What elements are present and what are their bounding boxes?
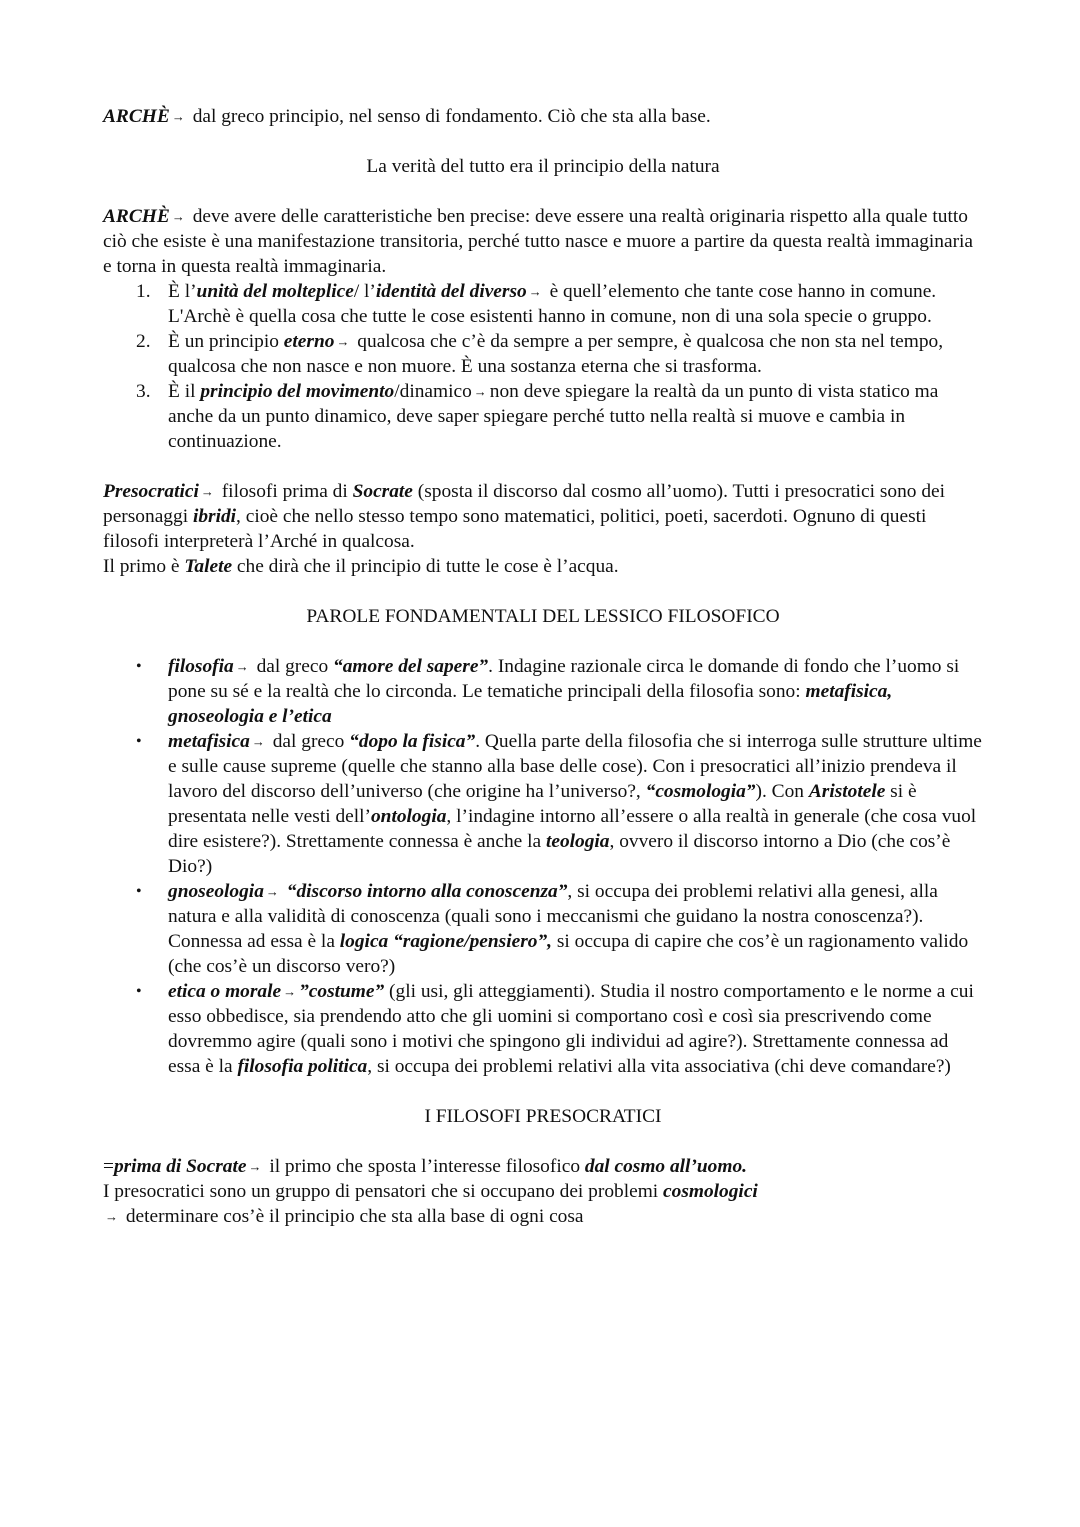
- term-presocratici: Presocratici: [103, 481, 199, 502]
- arrow-icon: →: [200, 484, 214, 499]
- section-heading: PAROLE FONDAMENTALI DEL LESSICO FILOSOFICO: [306, 606, 780, 627]
- bullet-icon: •: [136, 658, 142, 675]
- text: non deve spiegare la realtà da un punto di vista statico ma anche da un punto dinamico, deve saper spiegare perché tutto nella realtà si muove e cambia in continuazione.: [168, 381, 939, 452]
- cosmologici-line: [103, 1179, 983, 1204]
- text: /dinamico: [394, 381, 472, 402]
- list-item: [103, 379, 983, 454]
- text: determinare cos’è il principio che sta alla base di ogni cosa: [125, 1206, 584, 1227]
- text: / l’: [353, 281, 376, 302]
- list-item: [103, 654, 983, 729]
- emphasis: unità del molteplice: [196, 281, 354, 302]
- talete-line: [103, 554, 983, 579]
- emphasis: metafisica, gnoseologia e l’etica: [168, 681, 893, 727]
- emphasis: ”costume”: [299, 981, 385, 1002]
- bullet-icon: •: [136, 983, 142, 1000]
- text: È l’: [168, 281, 197, 302]
- arrow-icon: →: [251, 734, 265, 749]
- text: . Indagine razionale circa le domande di fondo che l’uomo si pone su sé e la realtà che lo circonda. Le tematiche principali della filosofia sono:: [168, 656, 960, 702]
- text: dal greco: [272, 731, 350, 752]
- characteristics-text: deve avere delle caratteristiche ben precise: deve essere una realtà originaria rispetto alla quale tutto ciò che esiste è una manifestazione transitoria, perché tutto nasce e muore a partire da questa realtà immaginaria e torna in questa realtà immaginaria.: [103, 206, 974, 277]
- emphasis: dal cosmo all’uomo.: [584, 1156, 748, 1177]
- emphasis: identità del diverso: [375, 281, 527, 302]
- list-number: 1.: [136, 281, 151, 302]
- text: , cioè che nello stesso tempo sono matematici, politici, poeti, sacerdoti. Ognuno di questi filosofi interpreterà l’Arché in qualcosa.: [103, 506, 927, 552]
- term: gnoseologia: [168, 881, 264, 902]
- list-number: 2.: [136, 331, 151, 352]
- arrow-icon: →: [235, 659, 249, 674]
- term: metafisica: [168, 731, 250, 752]
- prima-di-socrate-line: [103, 1154, 983, 1179]
- text: (gli usi, gli atteggiamenti). Studia il nostro comportamento e le norme a cui esso obbedisce, sia prendendo atto che gli uomini si comportano così e così sia prescrivendo come dovremmo agire (quali sono i motivi che spingono gli individui ad agire?). Strettamente connessa ad essa è la: [168, 981, 974, 1077]
- emphasis: Talete: [184, 556, 233, 577]
- arrow-icon: →: [283, 984, 297, 999]
- text: il primo che sposta l’interesse filosofico: [269, 1156, 585, 1177]
- text: è quell’elemento che tante cose hanno in comune. L'Archè è quella cosa che tutte le cose esistenti hanno in comune, non di una sola specie o gruppo.: [168, 281, 937, 327]
- list-item: [103, 329, 983, 379]
- text: ). Con: [755, 781, 809, 802]
- bullet-icon: •: [136, 733, 142, 750]
- presocratici-paragraph: [103, 479, 983, 554]
- text: qualcosa che c’è da sempre a per sempre, è qualcosa che non sta nel tempo, qualcosa che non nasce e non muore. È una sostanza eterna che si trasforma.: [168, 331, 944, 377]
- term-arche: ARCHÈ: [103, 206, 170, 227]
- text: dal greco: [256, 656, 334, 677]
- emphasis: “discorso intorno alla conoscenza”: [286, 881, 568, 902]
- emphasis: filosofia politica: [237, 1056, 368, 1077]
- term: prima di Socrate: [113, 1156, 247, 1177]
- list-item: [103, 729, 983, 879]
- arrow-icon: →: [336, 334, 350, 349]
- text: Il primo è: [103, 556, 185, 577]
- list-item: [103, 279, 983, 329]
- arrow-icon: →: [473, 384, 487, 399]
- emphasis: Aristotele: [808, 781, 886, 802]
- text: , ovvero il discorso intorno a Dio (che cos’è Dio?): [168, 831, 951, 877]
- emphasis: ibridi: [192, 506, 237, 527]
- arrow-icon: →: [265, 884, 279, 899]
- term: filosofia: [168, 656, 234, 677]
- emphasis: teologia: [545, 831, 610, 852]
- list-item: [103, 979, 983, 1079]
- text: I presocratici sono un gruppo di pensatori che si occupano dei problemi: [103, 1181, 664, 1202]
- arrow-icon: →: [248, 1159, 262, 1174]
- emphasis: “cosmologia”: [645, 781, 756, 802]
- emphasis: logica “ragione/pensiero”,: [339, 931, 552, 952]
- arrow-icon: →: [105, 1209, 118, 1224]
- list-item: [103, 879, 983, 979]
- lexicon-list: [103, 654, 983, 1079]
- term-arche: ARCHÈ: [103, 106, 170, 127]
- text: , l’indagine intorno all’essere o alla realtà in generale (che cosa vuol dire esistere?). Strettamente connessa è anche la: [168, 806, 977, 852]
- section-heading: I FILOSOFI PRESOCRATICI: [424, 1106, 662, 1127]
- bullet-icon: •: [136, 883, 142, 900]
- emphasis: cosmologici: [663, 1181, 758, 1202]
- text: =: [103, 1156, 114, 1177]
- arrow-icon: →: [528, 284, 542, 299]
- arrow-icon: →: [171, 109, 185, 124]
- text: , si occupa dei problemi relativi alla vita associativa (chi deve comandare?): [367, 1056, 951, 1077]
- text: , si occupa dei problemi relativi alla genesi, alla natura e alla validità di conoscenza (quali sono i meccanismi che guidano la nostra conoscenza?). Connessa ad essa è la: [168, 881, 938, 952]
- emphasis: eterno: [283, 331, 335, 352]
- arrow-icon: →: [171, 209, 185, 224]
- determinare-line: [103, 1204, 983, 1229]
- list-number: 3.: [136, 381, 151, 402]
- centered-statement: La verità del tutto era il principio della natura: [366, 156, 720, 177]
- arche-characteristics: [103, 204, 983, 279]
- text: che dirà che il principio di tutte le cose è l’acqua.: [232, 556, 619, 577]
- emphasis: ontologia: [370, 806, 447, 827]
- text: filosofi prima di: [221, 481, 353, 502]
- emphasis: “dopo la fisica”: [349, 731, 476, 752]
- emphasis: principio del movimento: [200, 381, 395, 402]
- text: È il: [168, 381, 201, 402]
- arche-definition: [103, 104, 983, 129]
- text: È un principio: [168, 331, 284, 352]
- definition-text: dal greco principio, nel senso di fondamento. Ciò che sta alla base.: [192, 106, 711, 127]
- characteristics-list: [103, 279, 983, 454]
- text: . Quella parte della filosofia che si interroga sulle strutture ultime e sulle cause supreme (quelle che stanno alla base delle cose). Con i presocratici all’inizio prendeva il lavoro del discorso dell’universo (che origine ha l’universo?,: [168, 731, 982, 802]
- text: si occupa di capire che cos’è un ragionamento valido (che cos’è un discorso vero?): [168, 931, 969, 977]
- document-page: [103, 104, 983, 1229]
- term: etica o morale: [168, 981, 282, 1002]
- emphasis: Socrate: [352, 481, 413, 502]
- text: (sposta il discorso dal cosmo all’uomo). Tutti i presocratici sono dei personaggi: [103, 481, 946, 527]
- text: si è presentata nelle vesti dell’: [168, 781, 917, 827]
- emphasis: “amore del sapere”: [333, 656, 489, 677]
